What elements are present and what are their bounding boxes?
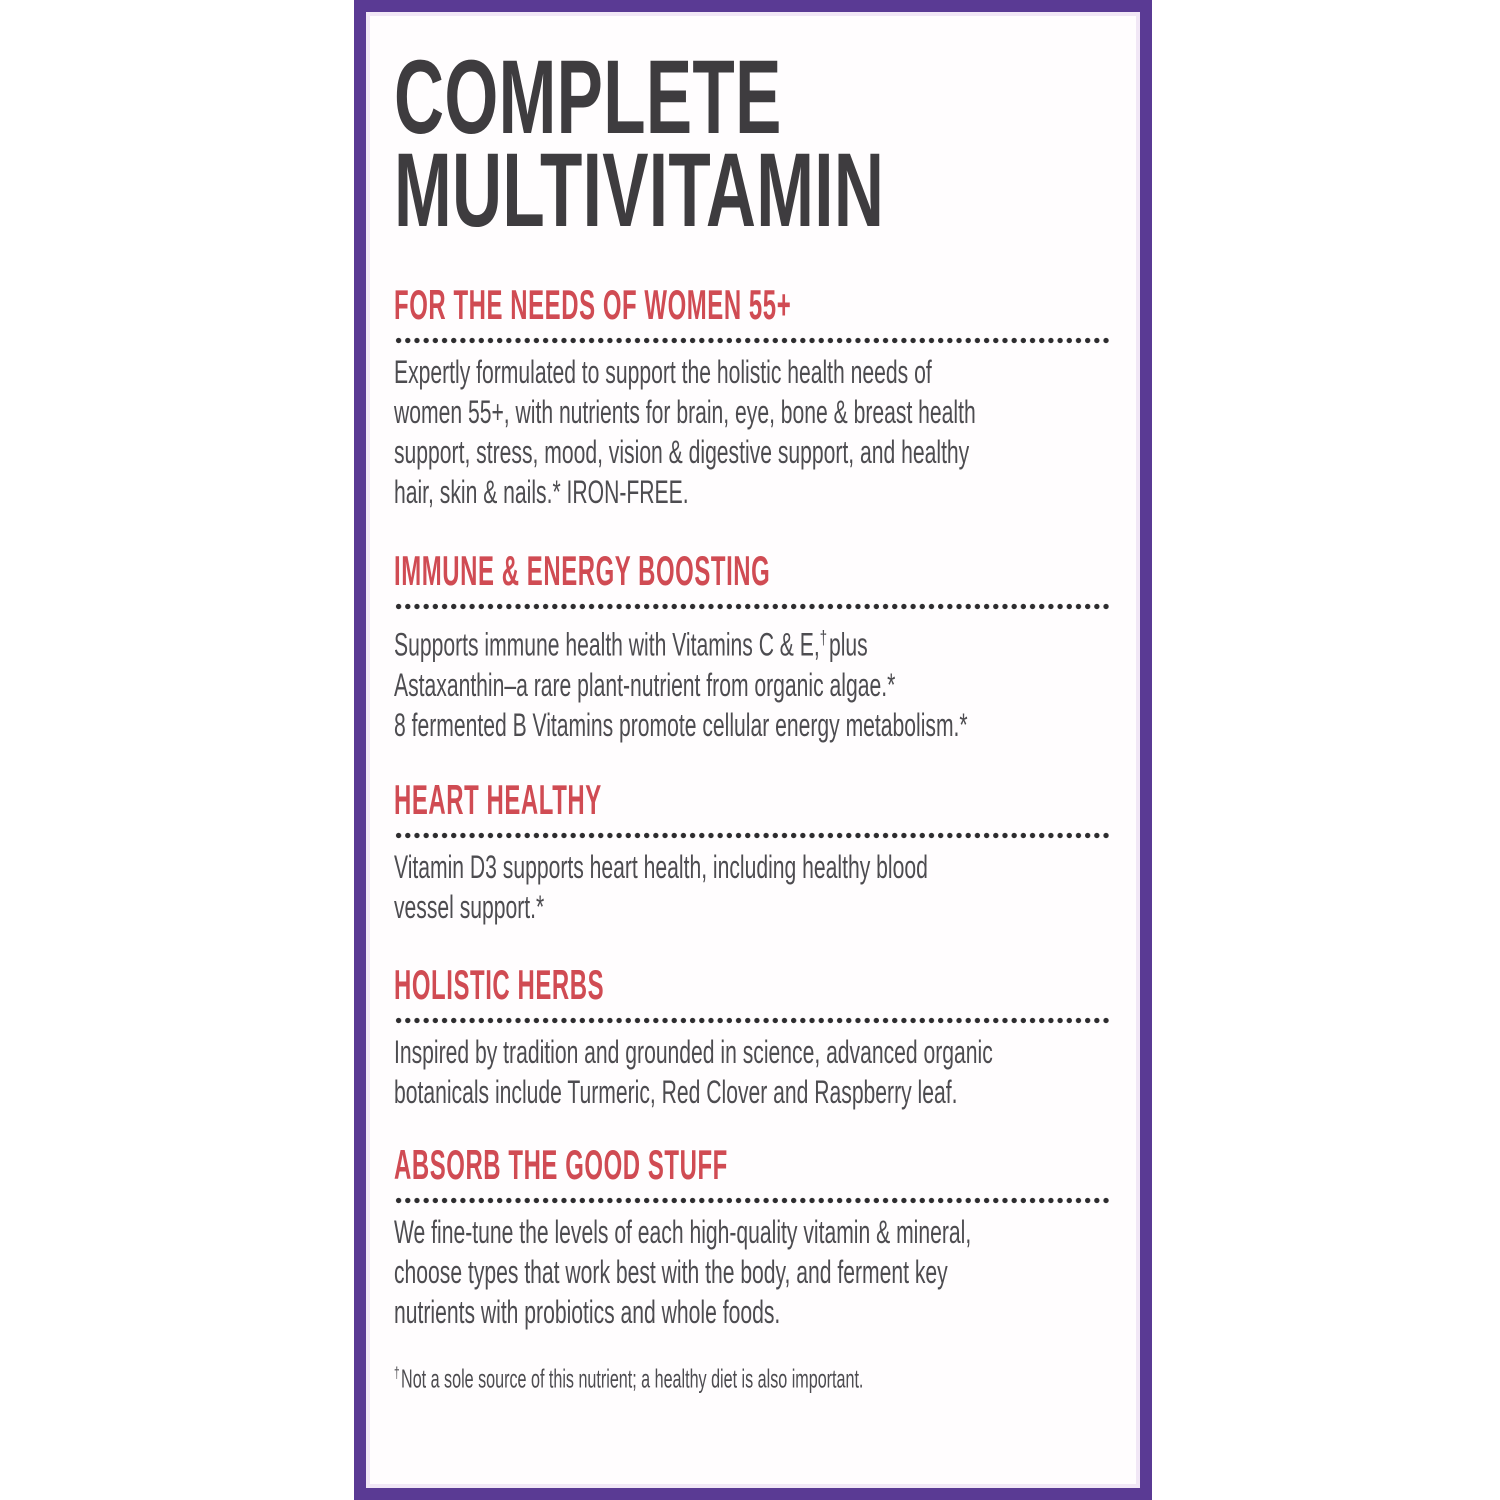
body-line bbox=[394, 618, 868, 665]
body-text: Supports immune health with Vitamins C & E, bbox=[394, 626, 820, 663]
dagger-symbol: † bbox=[819, 627, 828, 649]
section-heart-healthy bbox=[394, 777, 1112, 927]
product-title-line-2: MULTIVITAMIN bbox=[394, 132, 885, 249]
body-line: Astaxanthin–a rare plant-nutrient from organic algae.* bbox=[394, 666, 896, 703]
body-line: women 55+, with nutrients for brain, eye, bone & breast health bbox=[394, 394, 976, 430]
dotted-divider bbox=[394, 337, 1112, 344]
body-line: choose types that work best with the body, and ferment key bbox=[394, 1253, 948, 1290]
body-line: Expertly formulated to support the holistic health needs of bbox=[394, 354, 932, 390]
section-heading: HOLISTIC HERBS bbox=[394, 960, 605, 1008]
body-line: 8 fermented B Vitamins promote cellular energy metabolism.* bbox=[394, 706, 968, 743]
dotted-divider bbox=[394, 1017, 1112, 1024]
section-body bbox=[394, 618, 968, 745]
section-heading: ABSORB THE GOOD STUFF bbox=[394, 1140, 728, 1188]
section-needs-of-women bbox=[394, 282, 1112, 512]
dotted-divider bbox=[394, 1197, 1112, 1204]
body-line: Inspired by tradition and grounded in science, advanced organic bbox=[394, 1033, 993, 1070]
section-body bbox=[394, 847, 928, 927]
section-immune-energy bbox=[394, 548, 1112, 745]
section-body bbox=[394, 352, 976, 512]
section-body bbox=[394, 1212, 972, 1332]
footnote bbox=[394, 1356, 864, 1396]
label-panel bbox=[354, 0, 1152, 1500]
section-heading: FOR THE NEEDS OF WOMEN 55+ bbox=[394, 281, 792, 328]
section-heading: HEART HEALTHY bbox=[394, 775, 602, 823]
footnote-text: Not a sole source of this nutrient; a healthy diet is also important. bbox=[401, 1363, 864, 1394]
section-body bbox=[394, 1032, 993, 1112]
body-line: Vitamin D3 supports heart health, including healthy blood bbox=[394, 848, 928, 885]
product-title bbox=[394, 39, 885, 249]
product-title-line-1: COMPLETE bbox=[394, 39, 782, 156]
dagger-symbol: † bbox=[394, 1363, 400, 1382]
label-content bbox=[366, 12, 1140, 1395]
body-line: support, stress, mood, vision & digestive support, and healthy bbox=[394, 434, 970, 470]
section-holistic-herbs bbox=[394, 962, 1112, 1112]
body-line: hair, skin & nails.* IRON-FREE. bbox=[394, 474, 689, 510]
body-line: botanicals include Turmeric, Red Clover and Raspberry leaf. bbox=[394, 1073, 958, 1110]
dotted-divider bbox=[394, 603, 1112, 610]
body-line: vessel support.* bbox=[394, 888, 545, 925]
body-line: We fine-tune the levels of each high-quality vitamin & mineral, bbox=[394, 1213, 972, 1250]
section-heading: IMMUNE & ENERGY BOOSTING bbox=[394, 547, 771, 594]
section-absorb-good-stuff bbox=[394, 1142, 1112, 1332]
body-text: plus bbox=[828, 626, 868, 663]
body-line: nutrients with probiotics and whole foods. bbox=[394, 1293, 781, 1330]
dotted-divider bbox=[394, 832, 1112, 839]
